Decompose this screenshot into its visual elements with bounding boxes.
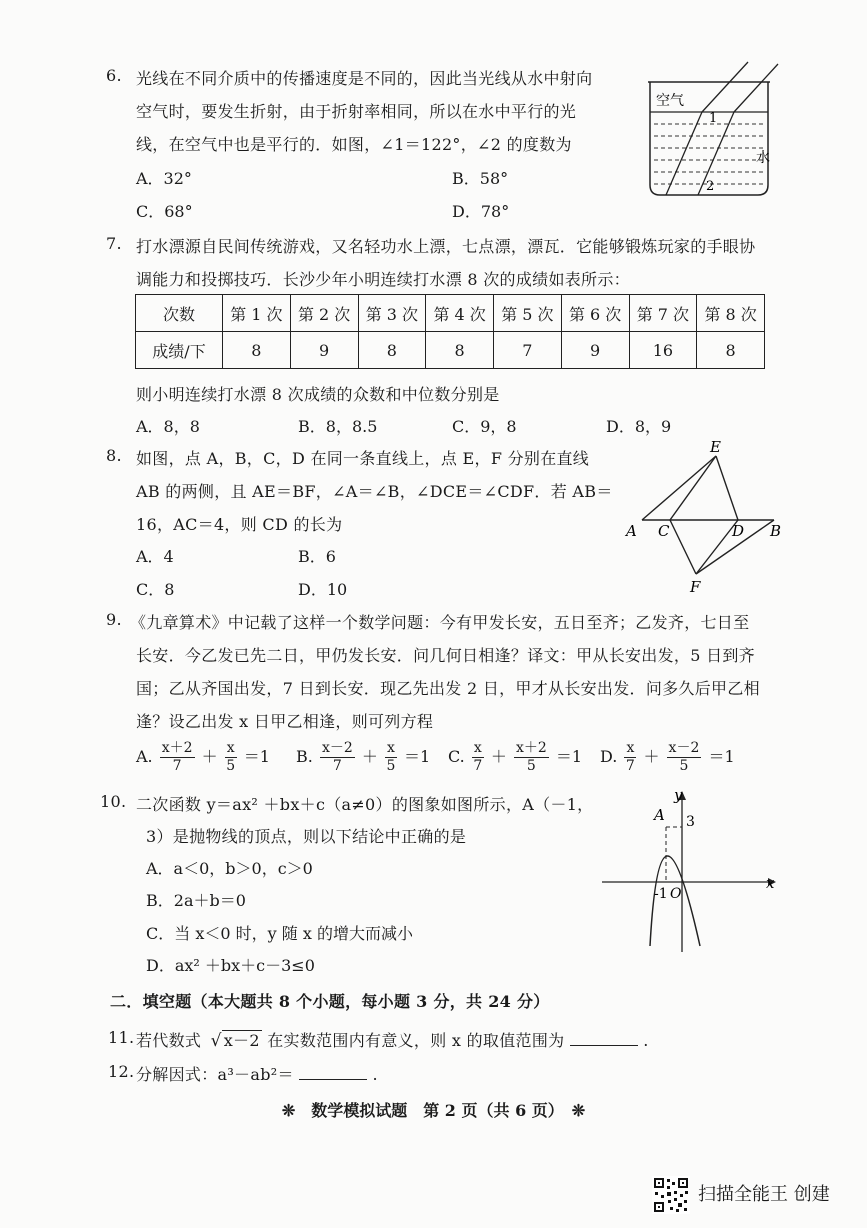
q11-number: 11. bbox=[108, 1028, 135, 1047]
q10-option-d: D．ax² ＋bx＋c－3≤0 bbox=[146, 956, 315, 975]
segment-ce bbox=[670, 456, 716, 520]
q9-option-b: B. $\frac{x-2}{7}$ ＋ $\frac{x}{5}$ ＝1 bbox=[296, 740, 431, 774]
y-label: y bbox=[674, 786, 683, 804]
q9-number: 9. bbox=[106, 610, 122, 629]
q10-option-b: B．2a＋b＝0 bbox=[146, 891, 246, 910]
q6-option-b: B．58° bbox=[452, 169, 509, 188]
angle-2-label: 2 bbox=[706, 179, 715, 194]
q6-option-c: C．68° bbox=[136, 202, 193, 221]
q9-option-a: A. $\frac{x+2}{7}$ ＋ $\frac{x}{5}$ ＝1 bbox=[136, 740, 270, 774]
table-header-cell: 第 2 次 bbox=[290, 295, 358, 332]
q12-answer-blank[interactable] bbox=[299, 1065, 367, 1080]
scanner-brand-text: 扫描全能王 创建 bbox=[698, 1184, 830, 1205]
q12-content: 分解因式：a³－ab²＝ . bbox=[136, 1065, 378, 1084]
q7-question: 则小明连续打水漂 8 次成绩的众数和中位数分别是 bbox=[136, 385, 500, 404]
table-cell: 9 bbox=[290, 332, 358, 369]
table-header-cell: 次数 bbox=[136, 295, 223, 332]
q10-option-a: A．a＜0，b＞0，c＞0 bbox=[146, 859, 313, 878]
point-a-label: A bbox=[626, 522, 637, 540]
point-e-label: E bbox=[710, 440, 721, 456]
q9-option-d: D. $\frac{x}{7}$ ＋ $\frac{x-2}{5}$ ＝1 bbox=[600, 740, 735, 774]
origin-label: O bbox=[670, 886, 682, 902]
q8-line-1: 如图，点 A，B，C，D 在同一条直线上，点 E，F 分别在直线 bbox=[136, 449, 590, 468]
q11-content: 若代数式 √ x－2 在实数范围内有意义，则 x 的取值范围为 . bbox=[136, 1028, 649, 1051]
angle-1-label: 1 bbox=[709, 111, 718, 126]
q7-option-c: C．9，8 bbox=[452, 417, 517, 436]
table-cell: 8 bbox=[426, 332, 494, 369]
q6-line-1: 光线在不同介质中的传播速度是不同的，因此当光线从水中射向 bbox=[136, 69, 593, 88]
table-header-cell: 第 8 次 bbox=[697, 295, 765, 332]
q11-pre-text: 若代数式 bbox=[136, 1031, 202, 1050]
scanner-watermark bbox=[652, 1176, 852, 1212]
q8-geometry-figure bbox=[620, 440, 790, 600]
y-value-3-label: 3 bbox=[686, 814, 695, 830]
table-header-cell: 第 7 次 bbox=[629, 295, 697, 332]
segment-ae bbox=[642, 456, 716, 520]
table-row bbox=[136, 295, 765, 332]
q8-line-2: AB 的两侧，且 AE＝BF，∠A＝∠B，∠DCE＝∠CDF．若 AB＝ bbox=[136, 482, 613, 501]
q8-number: 8. bbox=[106, 446, 122, 465]
q6-option-a: A．32° bbox=[136, 169, 192, 188]
q6-line-3: 线，在空气中也是平行的．如图，∠1＝122°，∠2 的度数为 bbox=[136, 135, 572, 154]
q8-option-d: D．10 bbox=[298, 580, 348, 599]
table-cell: 8 bbox=[697, 332, 765, 369]
light-ray-2-air bbox=[734, 64, 778, 112]
table-cell: 8 bbox=[223, 332, 291, 369]
q9-line-1: 《九章算术》中记载了这样一个数学问题：今有甲发长安，五日至齐；乙发齐，七日至 bbox=[130, 613, 750, 632]
table-row bbox=[136, 332, 765, 369]
q9-line-3: 国；乙从齐国出发，7 日到长安．现乙先出发 2 日，甲才从长安出发．问多久后甲乙相 bbox=[136, 679, 760, 698]
table-header-cell: 第 3 次 bbox=[358, 295, 426, 332]
q9-line-4: 逢？设乙出发 x 日甲乙相逢，则可列方程 bbox=[136, 712, 434, 731]
water-label: 水 bbox=[756, 150, 770, 166]
segment-cf bbox=[670, 520, 696, 574]
q10-line-2: 3）是抛物线的顶点，则以下结论中正确的是 bbox=[146, 827, 467, 846]
x-value-neg1-label: -1 bbox=[654, 886, 668, 902]
q6-option-d: D．78° bbox=[452, 202, 510, 221]
qr-code-icon bbox=[652, 1176, 690, 1214]
table-cell: 成绩/下 bbox=[136, 332, 223, 369]
table-header-cell: 第 5 次 bbox=[494, 295, 562, 332]
point-c-label: C bbox=[658, 522, 670, 540]
q8-option-b: B．6 bbox=[298, 547, 336, 566]
q7-number: 7. bbox=[106, 234, 122, 253]
table-cell: 8 bbox=[358, 332, 426, 369]
air-label: 空气 bbox=[656, 93, 684, 109]
q10-option-c: C．当 x＜0 时，y 随 x 的增大而减小 bbox=[146, 924, 413, 943]
vertex-a-label: A bbox=[654, 806, 665, 824]
table-cell: 16 bbox=[629, 332, 697, 369]
q7-line-2: 调能力和投掷技巧．长沙少年小明连续打水漂 8 次的成绩如表所示： bbox=[136, 270, 630, 289]
q8-option-a: A．4 bbox=[136, 547, 174, 566]
segment-de bbox=[716, 456, 738, 520]
page-footer: ❊ 数学模拟试题 第 2 页（共 6 页） ❊ bbox=[281, 1101, 586, 1120]
table-cell: 9 bbox=[561, 332, 629, 369]
q8-line-3: 16，AC＝4，则 CD 的长为 bbox=[136, 515, 343, 534]
q7-option-b: B．8，8.5 bbox=[298, 417, 378, 436]
q11-post-text: 在实数范围内有意义，则 x 的取值范围为 bbox=[267, 1031, 565, 1050]
q9-option-c: C. $\frac{x}{7}$ ＋ $\frac{x+2}{5}$ ＝1 bbox=[448, 740, 583, 774]
q8-option-c: C．8 bbox=[136, 580, 175, 599]
q7-line-1: 打水漂源自民间传统游戏，又名轻功水上漂，七点漂，漂瓦．它能够锻炼玩家的手眼协 bbox=[136, 237, 756, 256]
q7-option-a: A．8，8 bbox=[136, 417, 200, 436]
q10-line-1: 二次函数 y＝ax² ＋bx＋c（a≠0）的图象如图所示，A（－1， bbox=[136, 795, 594, 814]
q7-score-table bbox=[135, 294, 765, 369]
q11-answer-blank[interactable] bbox=[570, 1031, 638, 1046]
q7-option-d: D．8，9 bbox=[606, 417, 672, 436]
point-b-label: B bbox=[770, 522, 782, 540]
q10-parabola-figure bbox=[596, 786, 786, 956]
q6-number: 6. bbox=[106, 66, 122, 85]
table-header-cell: 第 6 次 bbox=[561, 295, 629, 332]
q12-pre-text: 分解因式：a³－ab²＝ bbox=[136, 1065, 294, 1084]
point-d-label: D bbox=[732, 522, 745, 540]
q6-line-2: 空气时，要发生折射，由于折射率相同，所以在水中平行的光 bbox=[136, 102, 577, 121]
table-header-cell: 第 4 次 bbox=[426, 295, 494, 332]
point-f-label: F bbox=[690, 578, 701, 596]
q11-radical: √ x－2 bbox=[210, 1031, 260, 1051]
table-cell: 7 bbox=[494, 332, 562, 369]
x-label: x bbox=[766, 874, 775, 892]
section-2-heading: 二．填空题（本大题共 8 个小题，每小题 3 分，共 24 分） bbox=[110, 992, 550, 1011]
q12-number: 12. bbox=[108, 1062, 135, 1081]
q10-number: 10. bbox=[100, 792, 127, 811]
q9-line-2: 长安．今乙发已先二日，甲仍发长安．问几何日相逢？译文：甲从长安出发，5 日到齐 bbox=[136, 646, 755, 665]
table-header-cell: 第 1 次 bbox=[223, 295, 291, 332]
q6-refraction-figure bbox=[640, 60, 780, 210]
